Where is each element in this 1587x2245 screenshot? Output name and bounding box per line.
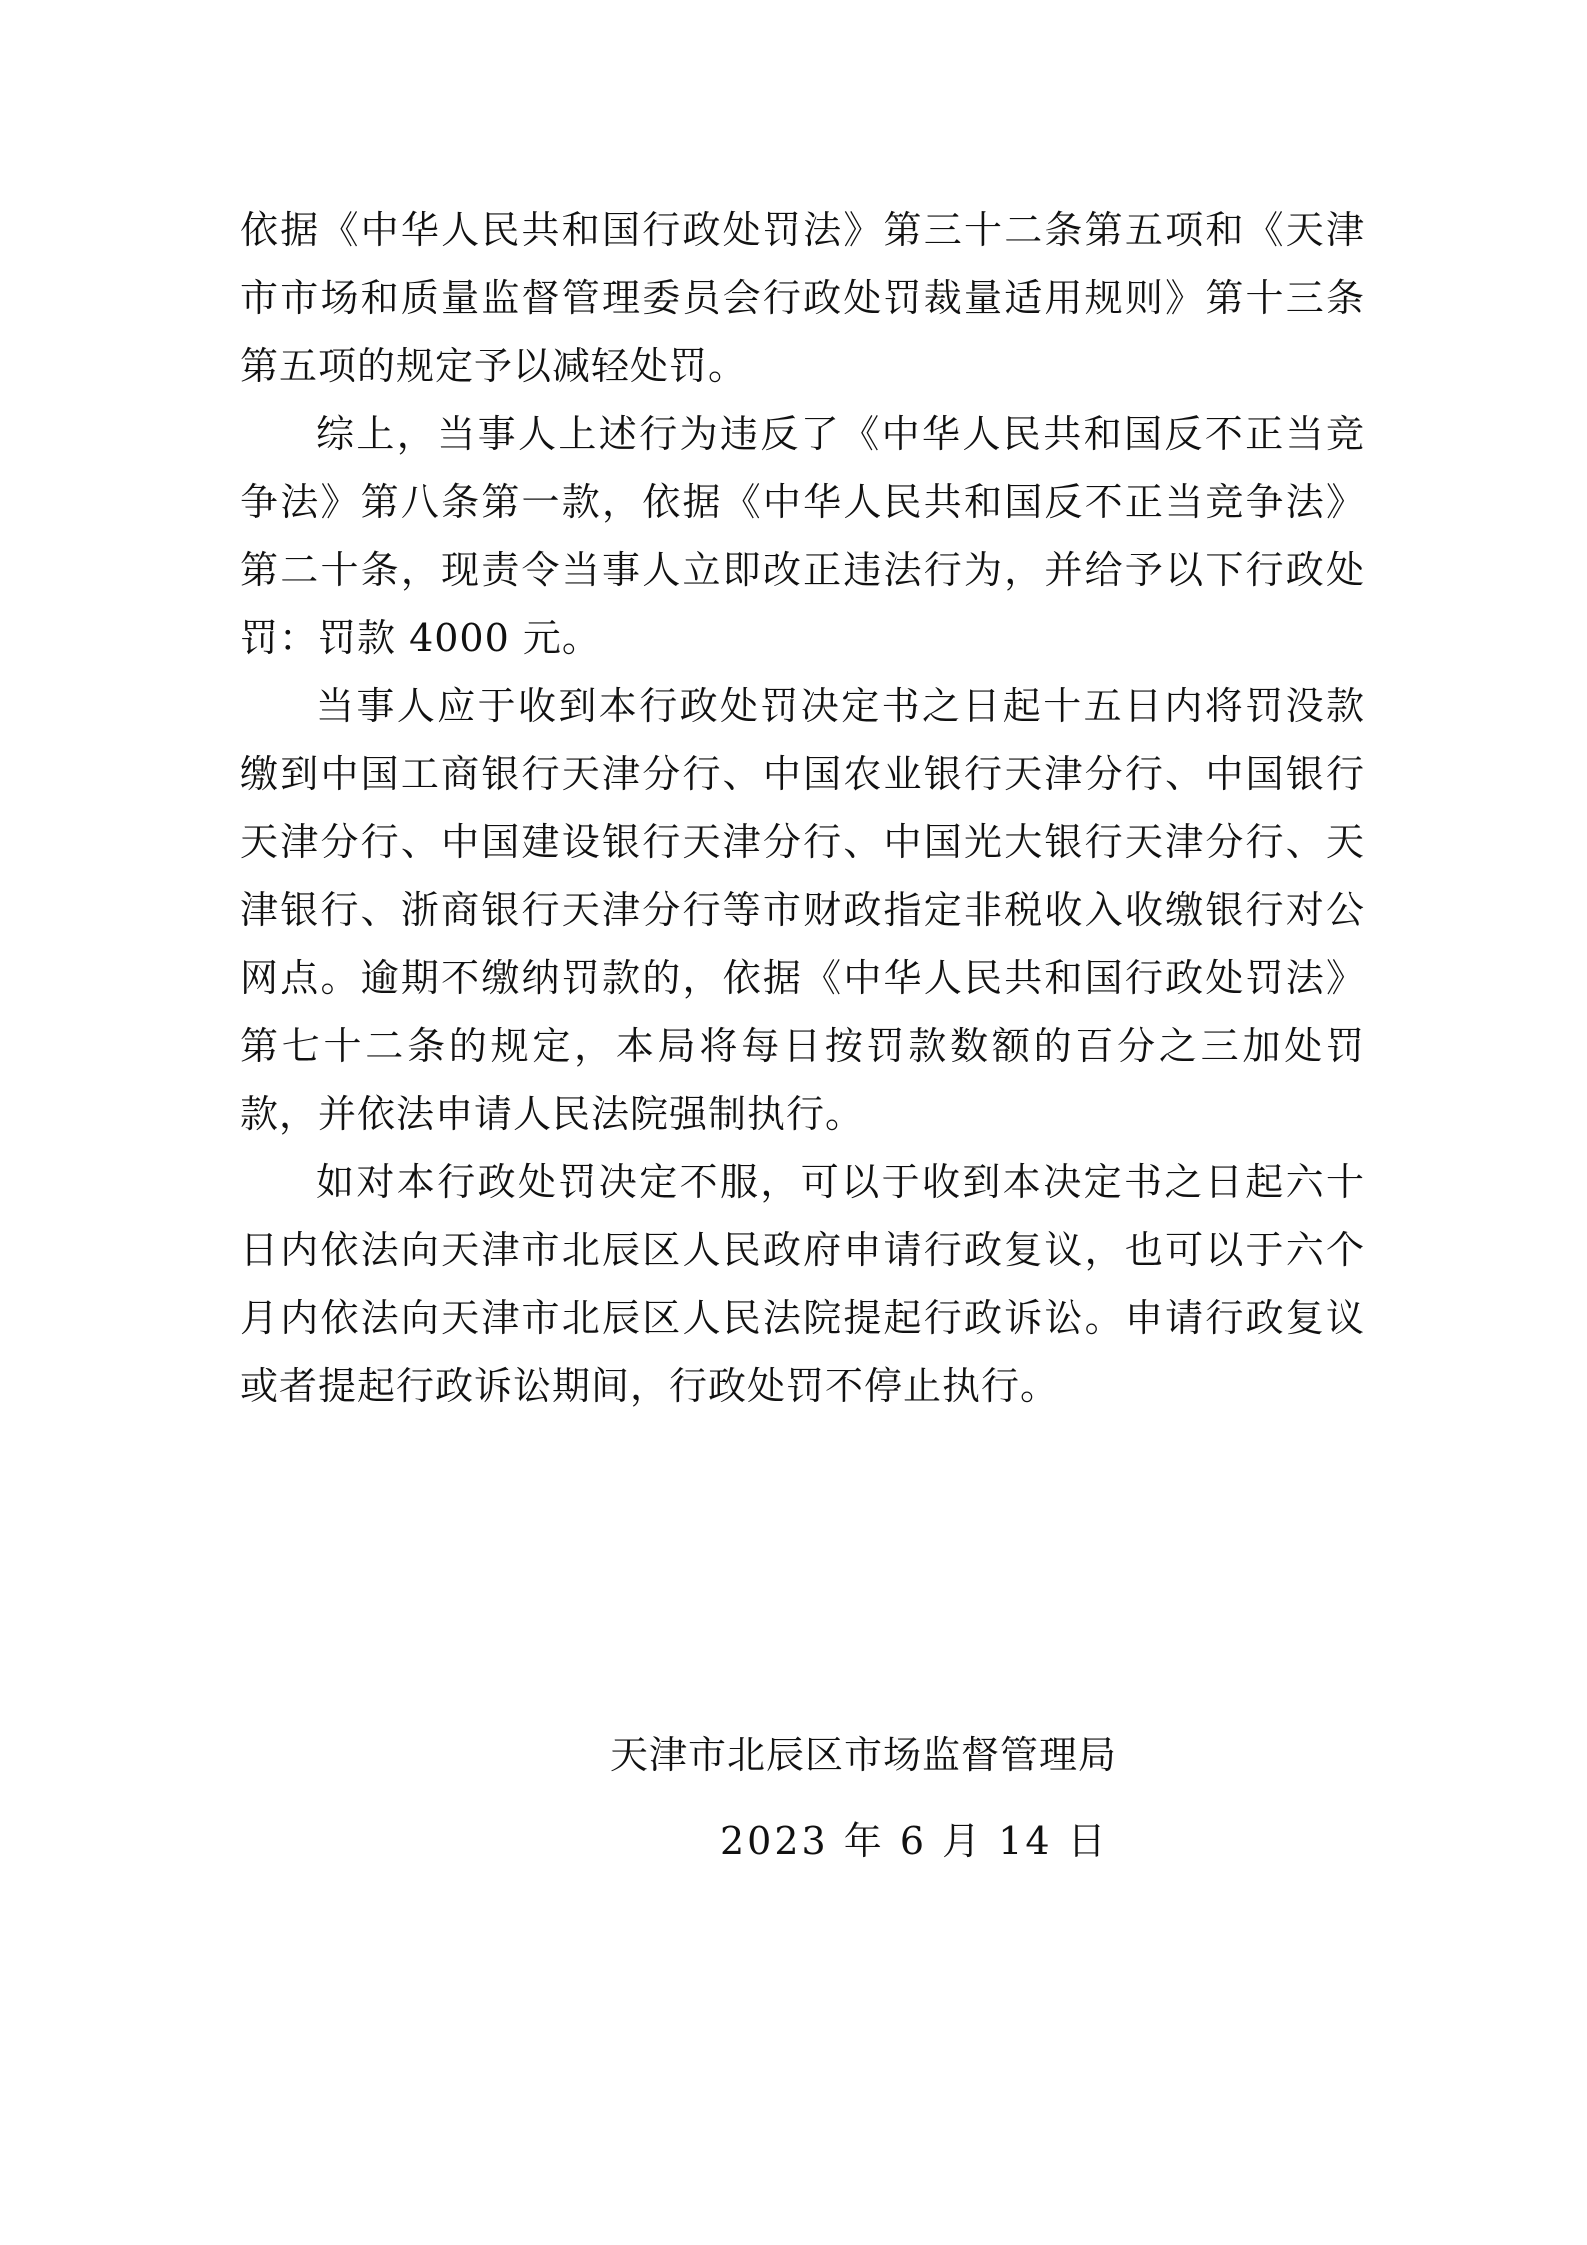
document-body bbox=[240, 196, 1365, 1420]
signature-block bbox=[610, 1730, 1210, 1866]
paragraph-penalty-decision: 综上，当事人上述行为违反了《中华人民共和国反不正当竞争法》第八条第一款，依据《中华人民共和国反不正当竞争法》第二十条，现责令当事人立即改正违法行为，并给予以下行政处罚：罚款 4000 元。 bbox=[240, 412, 1365, 660]
paragraph-legal-basis: 依据《中华人民共和国行政处罚法》第三十二条第五项和《天津市市场和质量监督管理委员会行政处罚裁量适用规则》第十三条第五项的规定予以减轻处罚。 bbox=[240, 208, 1365, 388]
issuing-organization: 天津市北辰区市场监督管理局 bbox=[610, 1733, 1118, 1777]
paragraph-appeal-rights: 如对本行政处罚决定不服，可以于收到本决定书之日起六十日内依法向天津市北辰区人民政府申请行政复议，也可以于六个月内依法向天津市北辰区人民法院提起行政诉讼。申请行政复议或者提起行政诉讼期间，行政处罚不停止执行。 bbox=[240, 1160, 1365, 1408]
paragraph-payment-instructions: 当事人应于收到本行政处罚决定书之日起十五日内将罚没款缴到中国工商银行天津分行、中国农业银行天津分行、中国银行天津分行、中国建设银行天津分行、中国光大银行天津分行、天津银行、浙商银行天津分行等市财政指定非税收入收缴银行对公网点。逾期不缴纳罚款的，依据《中华人民共和国行政处罚法》第七十二条的规定，本局将每日按罚款数额的百分之三加处罚款，并依法申请人民法院强制执行。 bbox=[240, 684, 1365, 1136]
issue-date: 2023 年 6 月 14 日 bbox=[720, 1819, 1109, 1863]
